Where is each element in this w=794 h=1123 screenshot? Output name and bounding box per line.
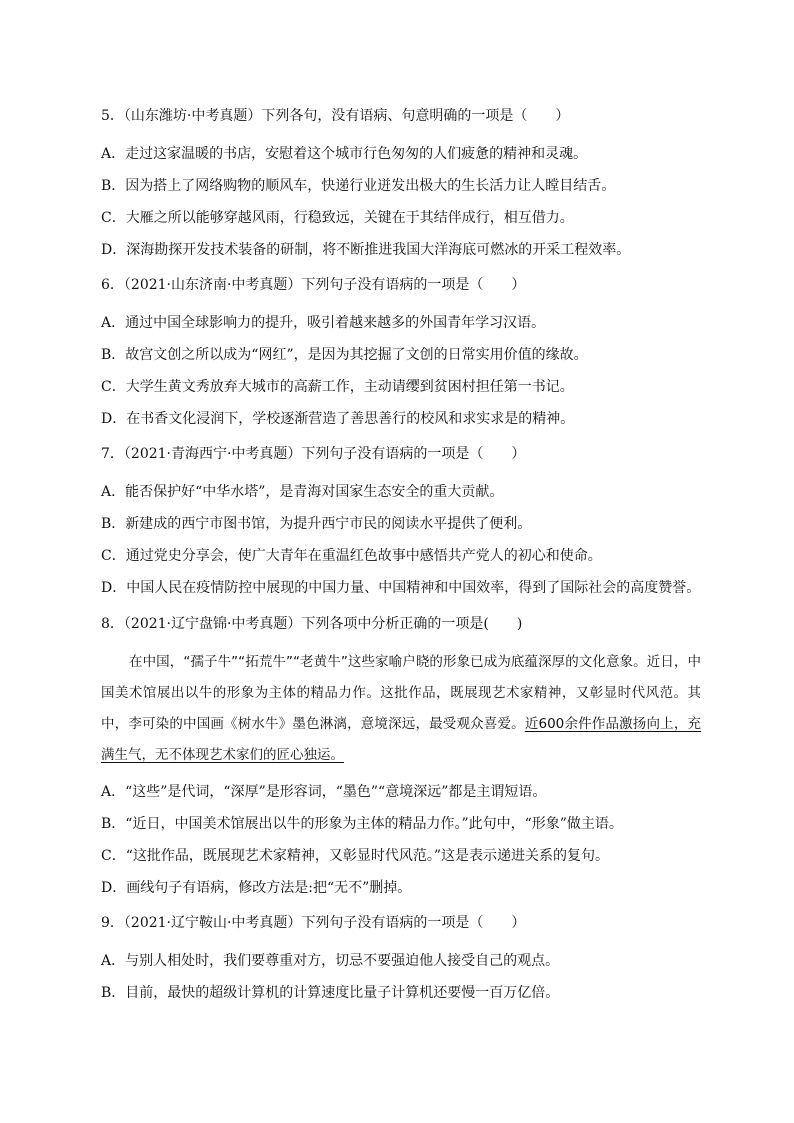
- question-8-option-b: B．“近日，中国美术馆展出以牛的形象为主体的精品力作。”此句中，“形象”做主语。: [101, 816, 623, 832]
- question-6-option-c: C．大学生黄文秀放弃大城市的高薪工作，主动请缨到贫困村担任第一书记。: [101, 379, 574, 395]
- question-6-stem: 6．（2021·山东济南·中考真题）下列句子没有语病的一项是（ ）: [101, 277, 526, 293]
- question-7-option-b: B．新建成的西宁市图书馆，为提升西宁市民的阅读水平提供了便利。: [101, 516, 532, 532]
- question-5-option-a: A．走过这家温暖的书店，安慰着这个城市行色匆匆的人们疲惫的精神和灵魂。: [101, 146, 588, 162]
- question-5-option-c: C．大雁之所以能够穿越风雨，行稳致远，关键在于其结伴成行，相互借力。: [101, 210, 574, 226]
- question-7-stem: 7．（2021·青海西宁·中考真题）下列句子没有语病的一项是（ ）: [101, 446, 526, 462]
- question-6-option-d: D．在书香文化浸润下，学校逐渐营造了善思善行的校风和求实求是的精神。: [101, 411, 575, 427]
- question-5-stem: 5．（山东潍坊·中考真题）下列各句，没有语病、句意明确的一项是（ ）: [101, 108, 570, 124]
- question-7-option-a: A．能否保护好“中华水塔”，是青海对国家生态安全的重大贡献。: [101, 484, 504, 500]
- question-9-stem: 9．（2021·辽宁鞍山·中考真题）下列句子没有语病的一项是（ ）: [101, 915, 526, 931]
- question-6-option-a: A．通过中国全球影响力的提升，吸引着越来越多的外国青年学习汉语。: [101, 315, 546, 331]
- question-8-option-d: D．画线句子有语病，修改方法是:把“无不”删掉。: [101, 880, 412, 896]
- question-7-option-c: C．通过党史分享会，使广大青年在重温红色故事中感悟共产党人的初心和使命。: [101, 548, 602, 564]
- question-8-option-c: C．“这批作品，既展现艺术家精神，又彰显时代风范。”这是表示递进关系的复句。: [101, 848, 610, 864]
- question-5-option-b: B．因为搭上了网络购物的顺风车，快递行业迸发出极大的生长活力让人瞠目结舌。: [101, 178, 616, 194]
- passage-underlined-sentence: 近600余件作品激扬向上，充满生气，无不体现艺术家们的匠心独运。: [101, 716, 701, 763]
- passage-text: 在中国，“孺子牛”“拓荒牛”“老黄牛”这些家喻户晓的形象已成为底蕴深厚的文化意象。近日，中国美术馆展出以牛的形象为主体的精品力作。这批作品，既展现艺术家精神，又彰显时代风范。其中，李可染的中国画《树水牛》墨色淋漓，意境深远，最受观众喜爱。: [101, 654, 701, 732]
- question-8-passage: [101, 647, 701, 771]
- question-5-option-d: D．深海勘探开发技术装备的研制，将不断推进我国大洋海底可燃冰的开采工程效率。: [101, 242, 631, 258]
- question-6-option-b: B．故宫文创之所以成为“网红”，是因为其挖掘了文创的日常实用价值的缘故。: [101, 347, 588, 363]
- question-9-option-a: A．与别人相处时，我们要尊重对方，切忌不要强迫他人接受自己的观点。: [101, 953, 560, 969]
- question-8-option-a: A．“这些”是代词，“深厚”是形容词，“墨色”“意境深远”都是主谓短语。: [101, 784, 547, 800]
- question-8-stem: 8．（2021·辽宁盘锦·中考真题）下列各项中分析正确的一项是( ): [101, 616, 523, 632]
- question-9-option-b: B．目前，最快的超级计算机的计算速度比量子计算机还要慢一百万亿倍。: [101, 985, 560, 1001]
- question-7-option-d: D．中国人民在疫情防控中展现的中国力量、中国精神和中国效率，得到了国际社会的高度赞誉。: [101, 580, 701, 596]
